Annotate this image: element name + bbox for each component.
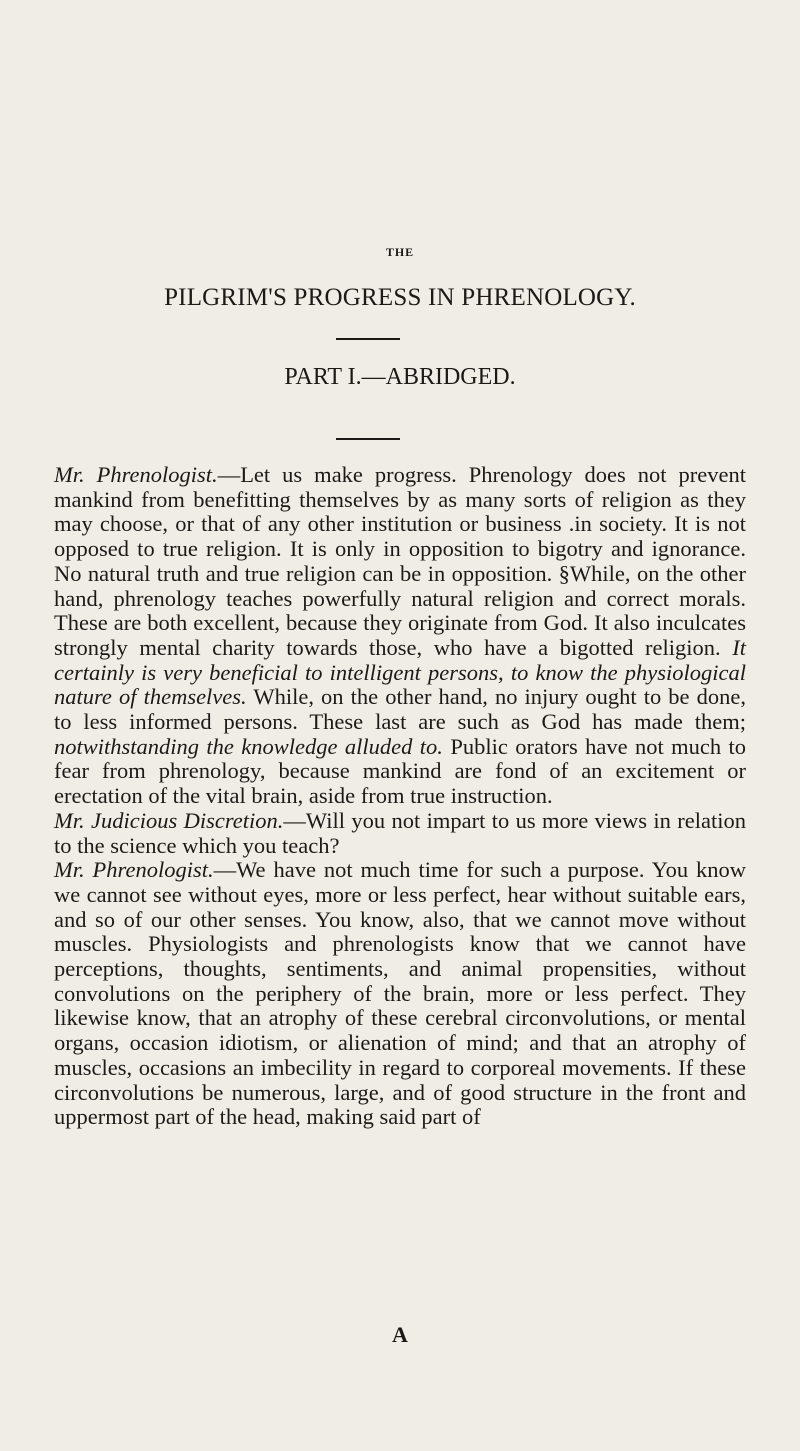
speaker-name: Mr. Phrenologist. xyxy=(54,462,218,487)
paragraph-text: —We have not much time for such a purpose. You know we cannot see without eyes, more or less perfect, hear without suitable ears, and so of our other senses. You know, also, that we cannot move without muscles. Physiologists and phrenologists know that we cannot have perceptions, thoughts, sentiments, and animal propensities, without convolutions on the periphery of the brain, more or less perfect. They likewise know, that an atrophy of these cerebral circonvolutions, or mental organs, occasion idiotism, or alienation of mind; and that an atrophy of muscles, occasions an imbecility in regard to corporeal movements. If these circonvolutions be numerous, large, and of good structure in the front and uppermost part of the head, making said part of xyxy=(54,857,747,1130)
emphasized-text: notwithstanding the knowledge alluded to. xyxy=(54,733,443,759)
paragraph-text: —Let us make progress. Phrenology does not prevent mankind from benefitting themselves by as many sorts of religion as they may choose, or that of any other institution or business .in society. It is not opposed to true religion. It is only in opposition to bigotry and ignorance. No natural truth and true religion can be in opposition. §While, on the other hand, phrenology teaches powerfully natural religion and correct morals. These are both excellent, because they originate from God. It also inculcates strongly mental charity towards those, who have a bigotted religion. xyxy=(54,462,747,660)
speaker-name: Mr. Phrenologist. xyxy=(54,857,214,883)
header-the: THE xyxy=(385,245,415,259)
paragraph-text: Public orators have not much to fear from phrenology, because mankind are fond of an excitement or erectation of the vital brain, aside from true instruction. xyxy=(54,733,747,809)
emphasized-text: It certainly is very beneficial to intelligent persons, to know the physiological nature of themselves. xyxy=(54,634,746,710)
paragraph-3 xyxy=(54,858,746,1130)
divider-rule-bottom xyxy=(336,438,400,440)
divider-rule-top xyxy=(336,338,400,340)
paragraph-text: While, on the other hand, no injury ought to be done, to less informed persons. These last are such as God has made them; xyxy=(54,684,746,735)
part-heading: PART I.—ABRIDGED. xyxy=(284,364,516,390)
paragraph-2 xyxy=(54,809,746,858)
speaker-name: Mr. Judicious Discretion. xyxy=(54,807,284,833)
paragraph-text: —Will you not impart to us more views in relation to the science which you teach? xyxy=(54,807,747,858)
body-text xyxy=(54,463,746,1130)
paragraph-1 xyxy=(54,463,746,809)
signature-mark: A xyxy=(392,1322,408,1347)
page-title: PILGRIM'S PROGRESS IN PHRENOLOGY. xyxy=(164,284,636,311)
